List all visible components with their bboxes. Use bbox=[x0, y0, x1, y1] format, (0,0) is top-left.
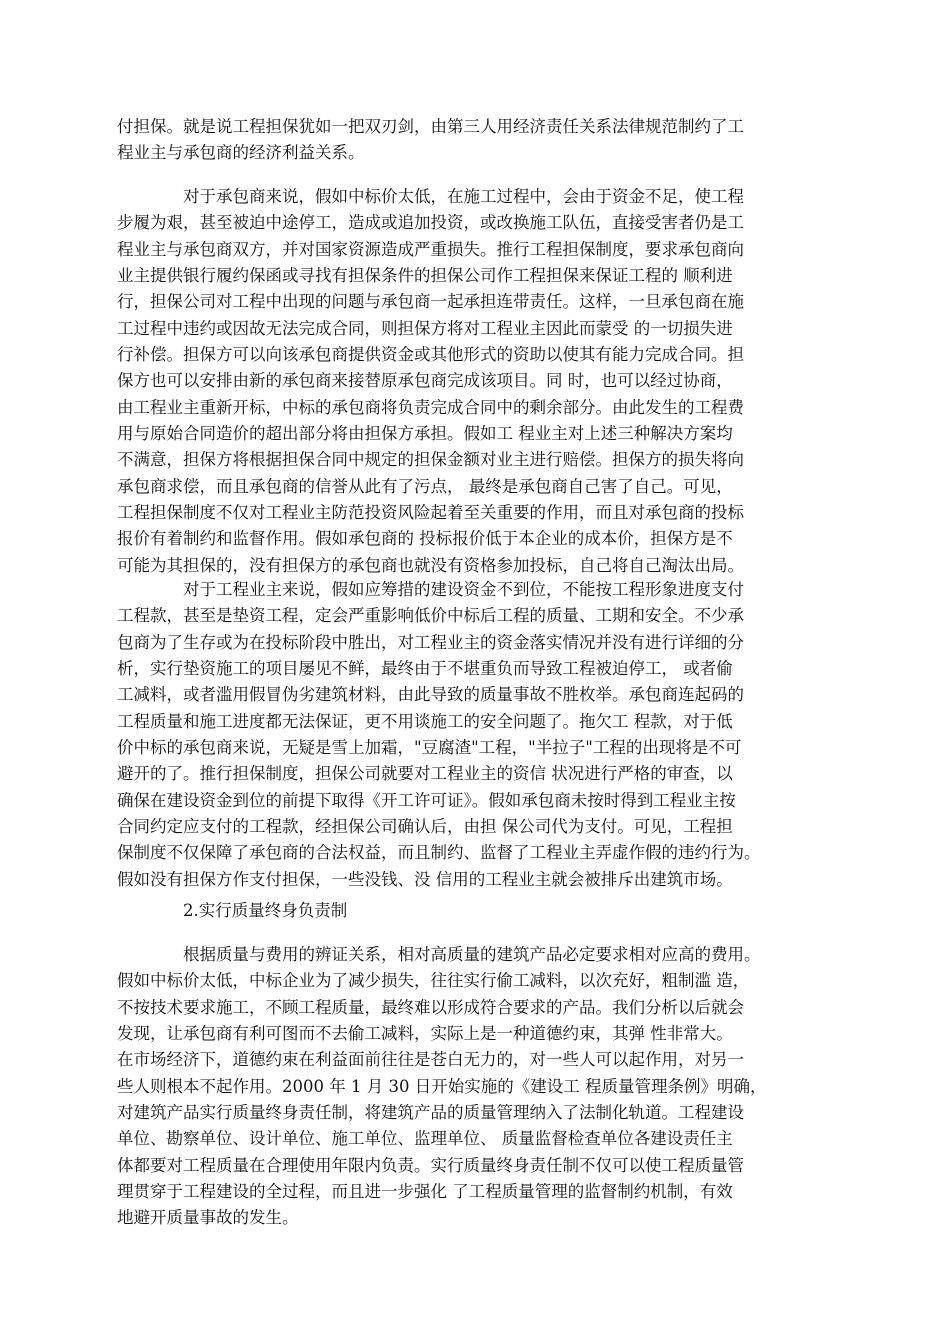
text-line: 业主提供银行履约保函或寻找有担保条件的担保公司作工程担保来保证工程的 顺利进 bbox=[117, 266, 733, 286]
text-line: 保方也可以安排由新的承包商来接替原承包商完成该项目。同 时，也可以经过协商， bbox=[117, 371, 733, 391]
text-line: 发现，让承包商有利可图而不去偷工减料，实际上是一种道德约束，其弹 性非常大。 bbox=[117, 1024, 733, 1044]
section-heading: 2.实行质量终身负责制 bbox=[183, 901, 348, 920]
text-line: 合同约定应支付的工程款，经担保公司确认后，由担 保公司代为支付。可见，工程担 bbox=[117, 817, 733, 837]
text-line: 假如中标价太低，中标企业为了减少损失，往往实行偷工减料，以次充好，粗制滥 造， bbox=[117, 971, 750, 991]
text-line: 确保在建设资金到位的前提下取得《开工许可证》。假如承包商未按时得到工程业主按 bbox=[117, 790, 736, 810]
text-line: 理贯穿于工程建设的全过程，而且进一步强化 了工程质量管理的监督制约机制，有效 bbox=[117, 1182, 733, 1202]
text-line: 对于承包商来说，假如中标价太低，在施工过程中，会由于资金不足，使工程 bbox=[183, 187, 744, 206]
text-line: 行补偿。担保方可以向该承包商提供资金或其他形式的资助以使其有能力完成合同。担 bbox=[117, 345, 744, 365]
text-line: 不满意，担保方将根据担保合同中规定的担保金额对业主进行赔偿。担保方的损失将向 bbox=[117, 450, 744, 470]
text-line: 行，担保公司对工程中出现的问题与承包商一起承担连带责任。这样，一旦承包商在施 bbox=[117, 292, 744, 312]
text-line: 步履为艰，甚至被迫中途停工，造成或追加投资，或改换施工队伍，直接受害者仍是工 bbox=[117, 213, 744, 233]
text-line: 些人则根本不起作用。2000 年 1 月 30 日开始实施的《建设工 程质量管理条例》明确， bbox=[117, 1076, 767, 1096]
text-line: 工程质量和施工进度都无法保证，更不用谈施工的安全问题了。拖欠工 程款，对于低 bbox=[117, 711, 733, 731]
section-heading-quality bbox=[117, 898, 837, 924]
text-line: 避开的了。推行担保制度，担保公司就要对工程业主的资信 状况进行严格的审查，以 bbox=[117, 764, 733, 784]
text-line: 析，实行垫资施工的项目屡见不鲜，最终由于不堪重负而导致工程被迫停工， 或者偷 bbox=[117, 659, 733, 679]
text-line: 对于工程业主来说，假如应筹措的建设资金不到位，不能按工程形象进度支付 bbox=[183, 580, 744, 599]
text-line: 假如没有担保方作支付担保，一些没钱、没 信用的工程业主就会被排斥出建筑市场。 bbox=[117, 869, 733, 889]
text-line: 价中标的承包商来说，无疑是雪上加霜，"豆腐渣"工程，"半拉子"工程的出现将是不可 bbox=[117, 738, 742, 758]
text-line: 在市场经济下，道德约束在利益面前往往是苍白无力的，对一些人可以起作用，对另一 bbox=[117, 1050, 744, 1070]
text-line: 工减料，或者滥用假冒伪劣建筑材料，由此导致的质量事故不胜枚举。承包商连起码的 bbox=[117, 685, 744, 705]
text-line: 工程担保制度不仅对工程业主防范投资风险起着至关重要的作用，而且对承包商的投标 bbox=[117, 503, 744, 523]
text-line: 报价有着制约和监督作用。假如承包商的 投标报价低于本企业的成本价，担保方是不 bbox=[117, 529, 733, 549]
text-line: 程业主与承包商的经济利益关系。 bbox=[117, 143, 365, 163]
text-line: 工过程中违约或因故无法完成合同，则担保方将对工程业主因此而蒙受 的一切损失进 bbox=[117, 318, 733, 338]
paragraph-guarantee-intro bbox=[117, 114, 837, 167]
text-line: 不按技术要求施工，不顾工程质量，最终难以形成符合要求的产品。我们分析以后就会 bbox=[117, 997, 744, 1017]
text-line: 付担保。就是说工程担保犹如一把双刃剑，由第三人用经济责任关系法律规范制约了工 bbox=[117, 117, 744, 136]
text-line: 包商为了生存或为在投标阶段中胜出，对工程业主的资金落实情况并没有进行详细的分 bbox=[117, 632, 744, 652]
text-line: 由工程业主重新开标，中标的承包商将负责完成合同中的剩余部分。由此发生的工程费 bbox=[117, 397, 744, 417]
text-line: 可能为其担保的，没有担保方的承包商也就没有资格参加投标，自己将自己淘汰出局。 bbox=[117, 555, 744, 575]
text-line: 程业主与承包商双方，并对国家资源造成严重损失。推行工程担保制度，要求承包商向 bbox=[117, 239, 744, 259]
text-line: 用与原始合同造价的超出部分将由担保方承担。假如工 程业主对上述三种解决方案均 bbox=[117, 424, 733, 444]
text-line: 根据质量与费用的辨证关系，相对高质量的建筑产品必定要求相对应高的费用。 bbox=[183, 945, 761, 964]
text-line: 单位、勘察单位、设计单位、施工单位、监理单位、 质量监督检查单位各建设责任主 bbox=[117, 1129, 733, 1149]
text-line: 体都要对工程质量在合理使用年限内负责。实行质量终身责任制不仅可以使工程质量管 bbox=[117, 1155, 744, 1175]
text-line: 工程款，甚至是垫资工程，定会严重影响低价中标后工程的质量、工期和安全。不少承 bbox=[117, 606, 744, 626]
text-line: 对建筑产品实行质量终身责任制，将建筑产品的质量管理纳入了法制化轨道。工程建设 bbox=[117, 1103, 744, 1123]
paragraph-owner bbox=[117, 577, 837, 893]
text-line: 保制度不仅保障了承包商的合法权益，而且制约、监督了工程业主弄虚作假的违约行为。 bbox=[117, 843, 761, 863]
paragraph-contractor bbox=[117, 184, 837, 579]
text-line: 承包商求偿，而且承包商的信誉从此有了污点， 最终是承包商自己害了自己。可见， bbox=[117, 476, 733, 496]
text-line: 地避开质量事故的发生。 bbox=[117, 1208, 299, 1228]
paragraph-quality bbox=[117, 942, 837, 1232]
